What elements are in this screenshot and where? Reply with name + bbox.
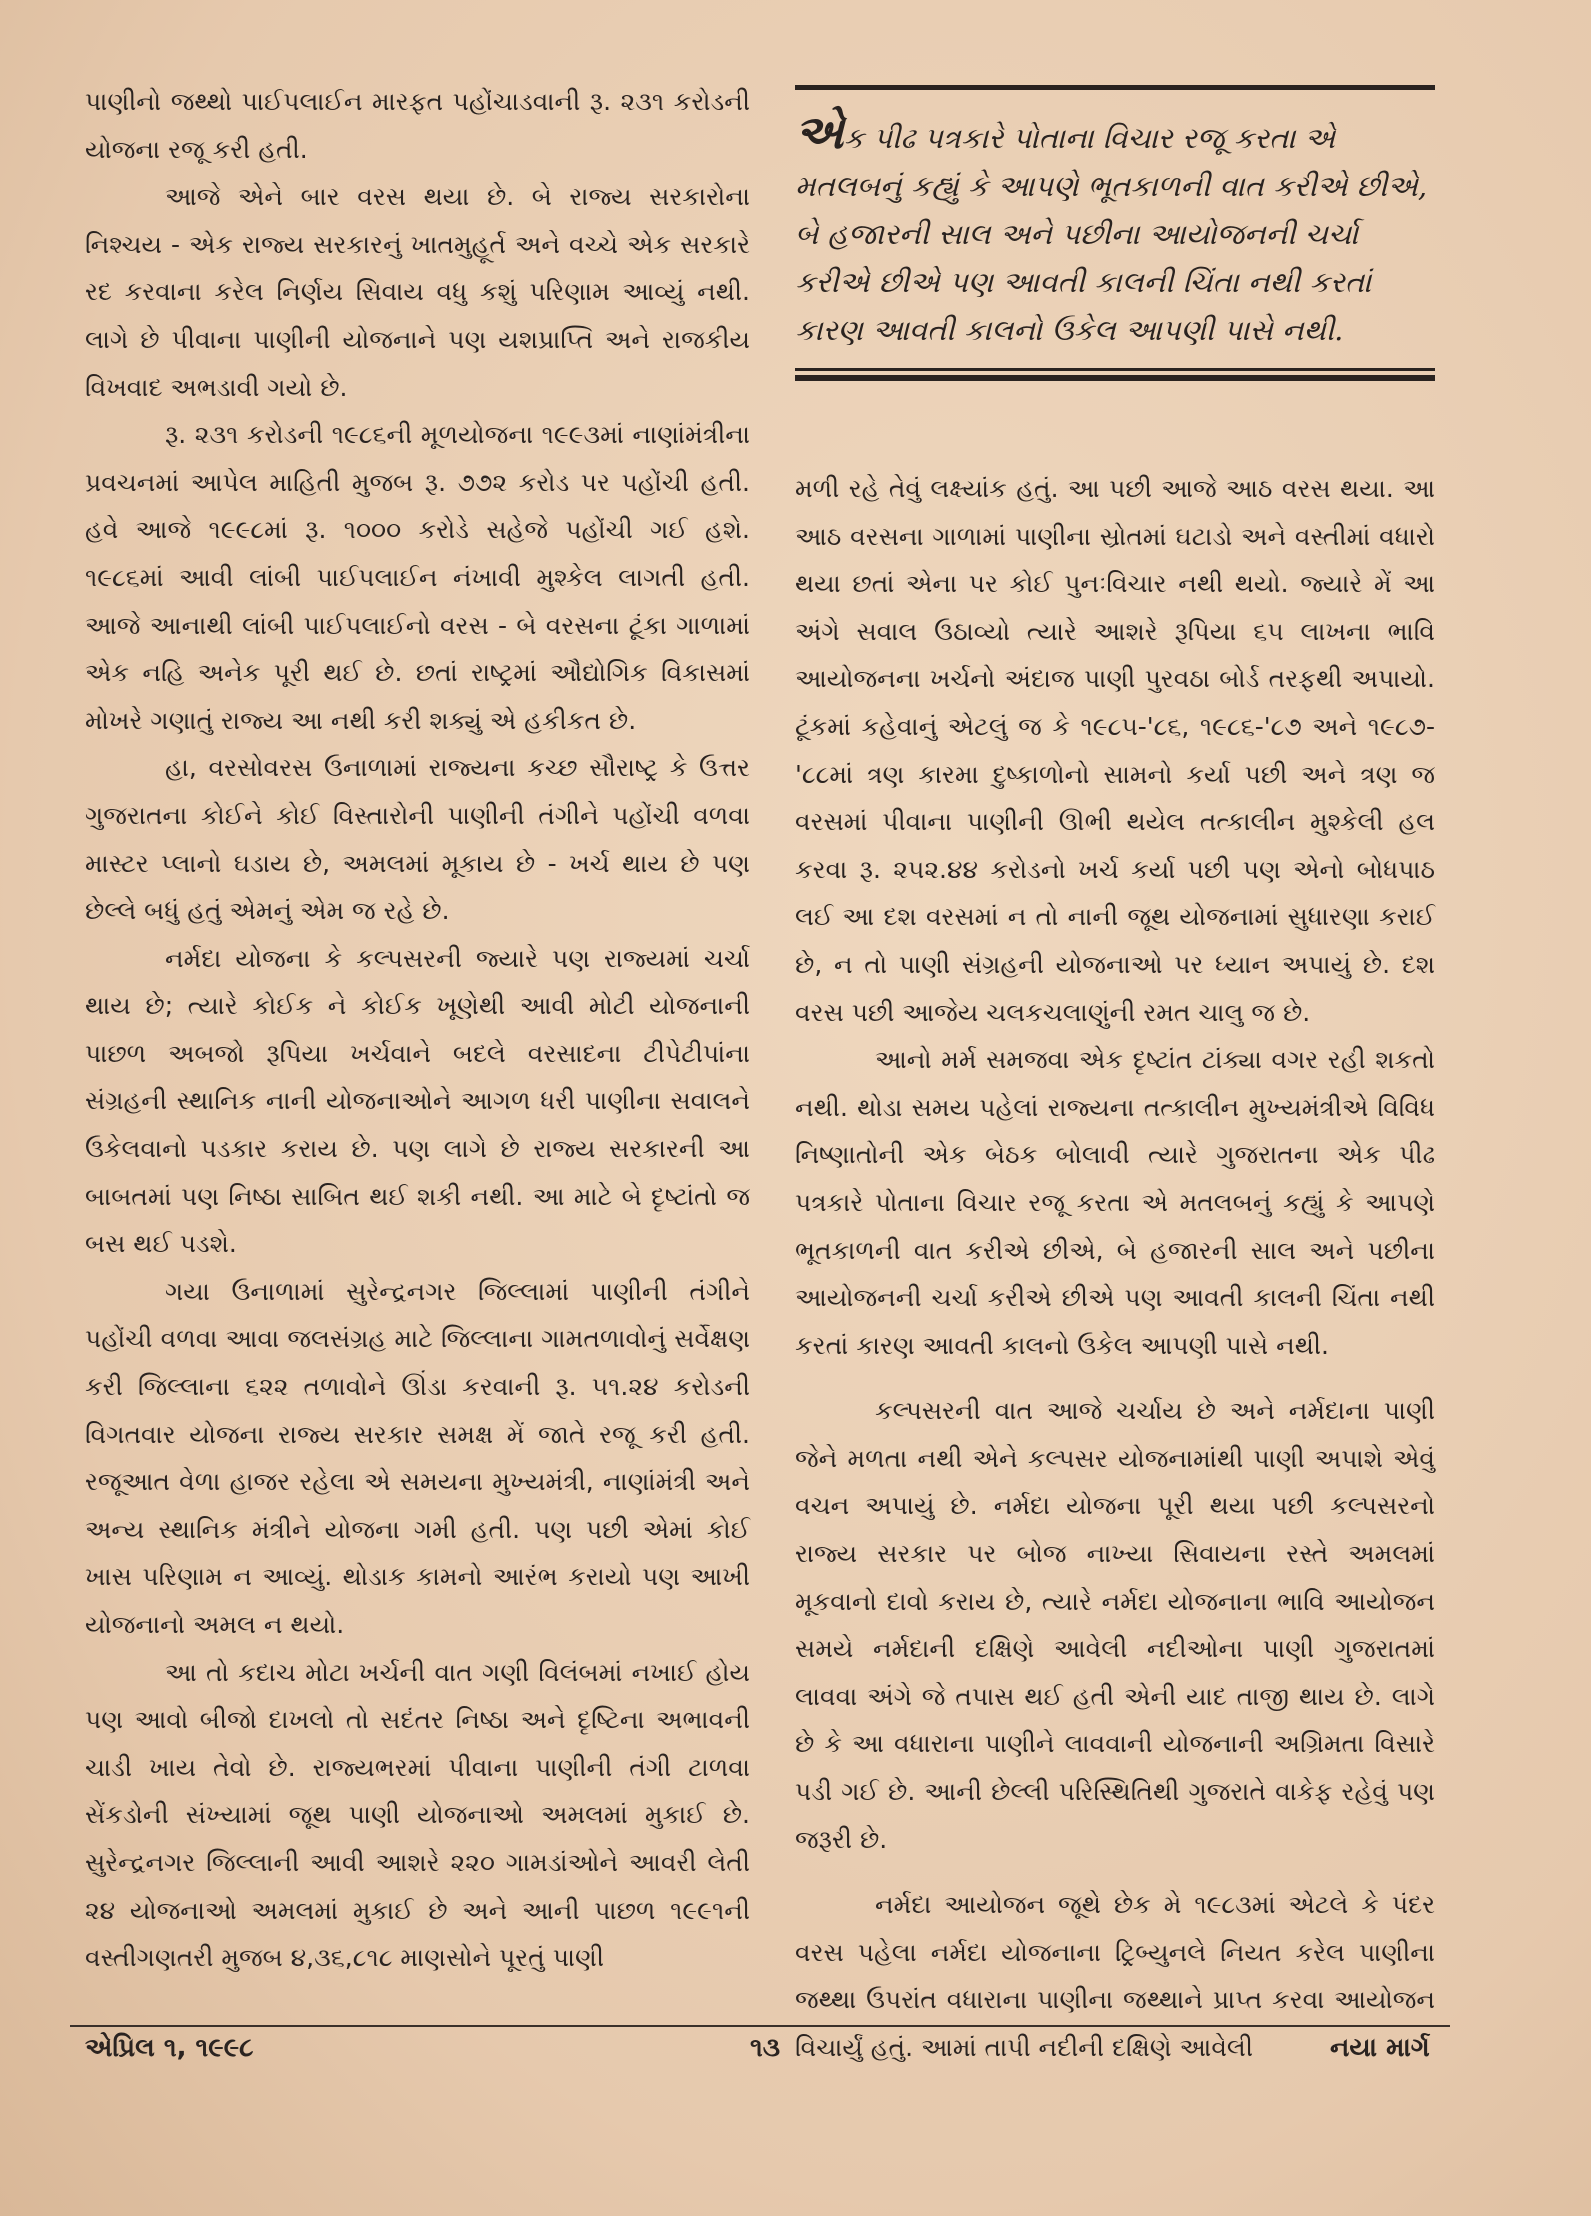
drop-cap: એ (795, 105, 844, 159)
paragraph: હા, વરસોવરસ ઉનાળામાં રાજ્યના કચ્છ સૌરાષ્ટ્ર કે ઉત્તર ગુજરાતના કોઈને કોઈ વિસ્તારોની પાણીની તંગીને પહોંચી વળવા માસ્ટર પ્લાનો ઘડાય છે, અમલમાં મૂકાય છે - ખર્ચ થાય છે પણ છેલ્લે બધું હતું એમનું એમ જ રહે છે. (85, 753, 750, 926)
paragraph: રૂ. ૨૩૧ કરોડની ૧૯૮૬ની મૂળયોજના ૧૯૯૩માં નાણાંમંત્રીના પ્રવચનમાં આપેલ માહિતી મુજબ રૂ. ૭૭૨ કરોડ પર પહોંચી હતી. હવે આજે ૧૯૯૮માં રૂ. ૧૦૦૦ કરોડે સહેજે પહોંચી ગઈ હશે. ૧૯૮૬માં આવી લાંબી પાઈપલાઈન નંખાવી મુશ્કેલ લાગતી હતી. આજે આનાથી લાંબી પાઈપલાઈનો વરસ - બે વરસના ટૂંકા ગાળામાં એક નહિ અનેક પૂરી થઈ છે. છતાં રાષ્ટ્રમાં ઔદ્યોગિક વિકાસમાં મોખરે ગણાતું રાજ્ય આ નથી કરી શક્યું એ હકીકત છે. (85, 420, 750, 735)
paragraph: આ તો કદાચ મોટા ખર્ચની વાત ગણી વિલંબમાં નખાઈ હોય પણ આવો બીજો દાખલો તો સદંતર નિષ્ઠા અને દૃષ્ટિના અભાવની ચાડી ખાય તેવો છે. રાજ્યભરમાં પીવાના પાણીની તંગી ટાળવા સેંકડોની સંખ્યામાં જૂથ પાણી યોજનાઓ અમલમાં મુકાઈ છે. સુરેન્દ્રનગર જિલ્લાની આવી આશરે ૨૨૦ ગામડાંઓને આવરી લેતી ૨૪ યોજનાઓ અમલમાં મુકાઈ છે અને આની પાછળ ૧૯૯૧ની વસ્તીગણતરી મુજબ ૪,૩૬,૮૧૮ માણસોને પૂરતું પાણી (85, 1657, 750, 1973)
pull-quote-box (795, 85, 1435, 381)
paragraph: નર્મદા યોજના કે કલ્પસરની જ્યારે પણ રાજ્યમાં ચર્ચા થાય છે; ત્યારે કોઈક ને કોઈક ખૂણેથી આવી મોટી યોજનાની પાછળ અબજો રૂપિયા ખર્ચવાને બદલે વરસાદના ટીપેટીપાંના સંગ્રહની સ્થાનિક નાની યોજનાઓને આગળ ધરી પાણીના સવાલને ઉકેલવાનો પડકાર કરાય છે. પણ લાગે છે રાજ્ય સરકારની આ બાબતમાં પણ નિષ્ઠા સાબિત થઈ શકી નથી. આ માટે બે દૃષ્ટાંતો જ બસ થઈ પડશે. (85, 943, 750, 1259)
left-column (85, 78, 750, 1982)
paragraph: મળી રહે તેવું લક્ષ્યાંક હતું. આ પછી આજે આઠ વરસ થયા. આ આઠ વરસના ગાળામાં પાણીના સ્રોતમાં ઘટાડો અને વસ્તીમાં વધારો થયા છતાં એના પર કોઈ પુનઃવિચાર નથી થયો. જ્યારે મેં આ અંગે સવાલ ઉઠાવ્યો ત્યારે આશરે રૂપિયા ૬૫ લાખના ભાવિ આયોજનના ખર્ચનો અંદાજ પાણી પુરવઠા બોર્ડ તરફથી અપાયો. ટૂંકમાં કહેવાનું એટલું જ કે ૧૯૮૫-'૮૬, ૧૯૮૬-'૮૭ અને ૧૯૮૭-'૮૮માં ત્રણ કારમા દુષ્કાળોનો સામનો કર્યા પછી અને ત્રણ જ વરસમાં પીવાના પાણીની ઊભી થયેલ તત્કાલીન મુશ્કેલી હલ કરવા રૂ. ૨૫૨.૪૪ કરોડનો ખર્ચ કર્યા પછી પણ એનો બોધપાઠ લઈ આ દશ વરસમાં ન તો નાની જૂથ યોજનામાં સુધારણા કરાઈ છે, ન તો પાણી સંગ્રહની યોજનાઓ પર ધ્યાન અપાયું છે. દશ વરસ પછી આજેય ચલકચલાણુંની રમત ચાલુ જ છે. (795, 474, 1435, 1027)
paragraph: નર્મદા આયોજન જૂથે છેક મે ૧૯૮૩માં એટલે કે પંદર વરસ પહેલા નર્મદા યોજનાના ટ્રિબ્યુનલે નિયત કરેલ પાણીના જથ્થા ઉપરાંત વધારાના પાણીના જથ્થાને પ્રાપ્ત કરવા આયોજન વિચાર્યું હતું. આમાં તાપી નદીની દક્ષિણે આવેલી (795, 1890, 1435, 2062)
paragraph: કલ્પસરની વાત આજે ચર્ચાય છે અને નર્મદાના પાણી જેને મળતા નથી એને કલ્પસર યોજનામાંથી પાણી અપાશે એવું વચન અપાયું છે. નર્મદા યોજના પૂરી થયા પછી કલ્પસરનો રાજ્ય સરકાર પર બોજ નાખ્યા સિવાયના રસ્તે અમલમાં મૂકવાનો દાવો કરાય છે, ત્યારે નર્મદા યોજનાના ભાવિ આયોજન સમયે નર્મદાની દક્ષિણે આવેલી નદીઓના પાણી ગુજરાતમાં લાવવા અંગે જે તપાસ થઈ હતી એની યાદ તાજી થાય છે. લાગે છે કે આ વધારાના પાણીને લાવવાની યોજનાની અગ્રિમતા વિસારે પડી ગઈ છે. આની છેલ્લી પરિસ્થિતિથી ગુજરાતે વાકેફ રહેવું પણ જરૂરી છે. (795, 1396, 1435, 1854)
page-number: ૧૩ (750, 2033, 781, 2063)
footer-date: એપ્રિલ ૧, ૧૯૯૮ (85, 2033, 254, 2063)
footer-divider (70, 2025, 1450, 2027)
paragraph: ગયા ઉનાળામાં સુરેન્દ્રનગર જિલ્લામાં પાણીની તંગીને પહોંચી વળવા આવા જલસંગ્રહ માટે જિલ્લાના ગામતળાવોનું સર્વેક્ષણ કરી જિલ્લાના ૬૨૨ તળાવોને ઊંડા કરવાની રૂ. ૫૧.૨૪ કરોડની વિગતવાર યોજના રાજ્ય સરકાર સમક્ષ મેં જાતે રજૂ કરી હતી. રજૂઆત વેળા હાજર રહેલા એ સમયના મુખ્યમંત્રી, નાણાંમંત્રી અને અન્ય સ્થાનિક મંત્રીને યોજના ગમી હતી. પણ પછી એમાં કોઈ ખાસ પરિણામ ન આવ્યું. થોડાક કામનો આરંભ કરાયો પણ આખી યોજનાનો અમલ ન થયો. (85, 1276, 750, 1639)
paragraph: આજે એને બાર વરસ થયા છે. બે રાજ્ય સરકારોના નિશ્ચય - એક રાજ્ય સરકારનું ખાતમુહૂર્ત અને વચ્ચે એક સરકારે રદ કરવાના કરેલ નિર્ણય સિવાય વધુ કશું પરિણામ આવ્યું નથી. લાગે છે પીવાના પાણીની યોજનાને પણ યશપ્રાપ્તિ અને રાજકીય વિખવાદ અભડાવી ગયો છે. (85, 182, 750, 402)
divider (795, 375, 1435, 381)
divider (795, 368, 1435, 371)
pull-quote-text: ક પીઢ પત્રકારે પોતાના વિચાર રજૂ કરતા એ મતલબનું કહ્યું કે આપણે ભૂતકાળની વાત કરીએ છીએ, બે હજારની સાલ અને પછીના આયોજનની ચર્ચા કરીએ છીએ પણ આવતી કાલની ચિંતા નથી કરતાં કારણ આવતી કાલનો ઉકેલ આપણી પાસે નથી. (795, 121, 1428, 347)
paragraph: પાણીનો જથ્થો પાઈપલાઈન મારફત પહોંચાડવાની રૂ. ૨૩૧ કરોડની યોજના રજૂ કરી હતી. (85, 87, 750, 164)
right-column (795, 465, 1435, 2072)
pull-quote (795, 90, 1435, 362)
publication-name: નયા માર્ગ (1330, 2033, 1430, 2063)
paragraph: આનો મર્મ સમજવા એક દૃષ્ટાંત ટાંક્યા વગર રહી શકતો નથી. થોડા સમય પહેલાં રાજ્યના તત્કાલીન મુખ્યમંત્રીએ વિવિધ નિષ્ણાતોની એક બેઠક બોલાવી ત્યારે ગુજરાતના એક પીઢ પત્રકારે પોતાના વિચાર રજૂ કરતા એ મતલબનું કહ્યું કે આપણે ભૂતકાળની વાત કરીએ છીએ, બે હજારની સાલ અને પછીના આયોજનની ચર્ચા કરીએ છીએ પણ આવતી કાલની ચિંતા નથી કરતાં કારણ આવતી કાલનો ઉકેલ આપણી પાસે નથી. (795, 1045, 1435, 1360)
